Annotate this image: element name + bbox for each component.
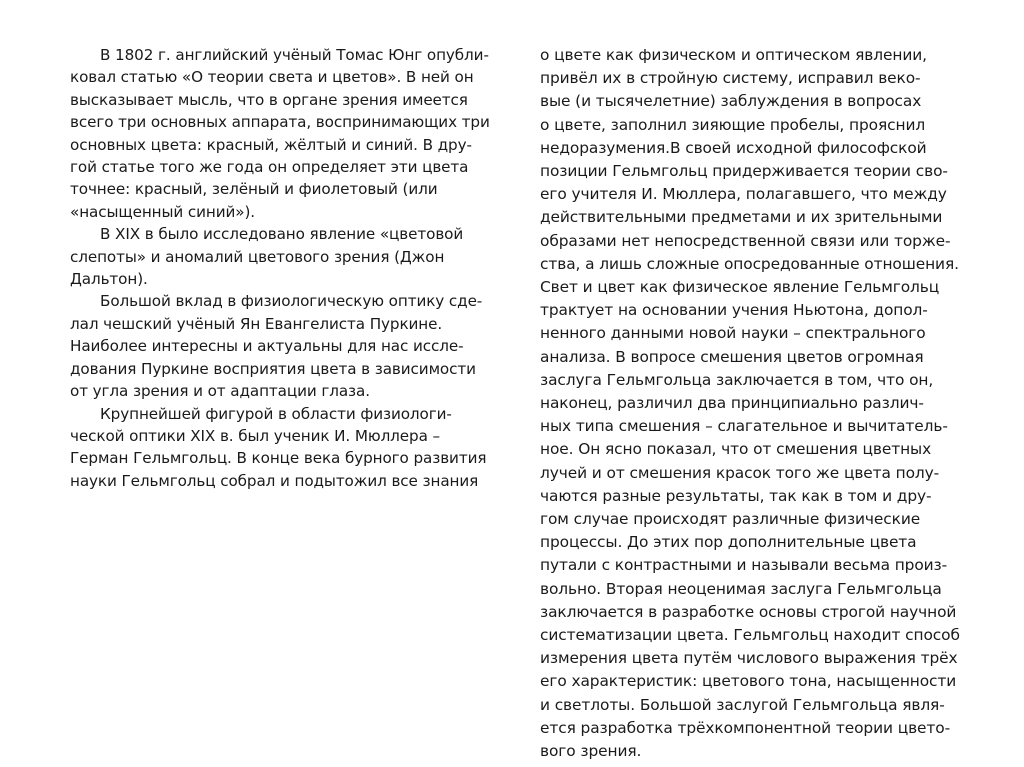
text-line: позиции Гельмгольц придерживается теории сво- xyxy=(540,162,948,181)
text-line: ства, а лишь сложные опосредованные отношения. xyxy=(540,254,959,273)
text-line: вые (и тысячелетние) заблуждения в вопросах xyxy=(540,92,922,111)
text-line: о цвете, заполнил зияющие пробелы, прояснил xyxy=(540,115,926,134)
right-text-column xyxy=(540,44,970,763)
text-line: ковал статью «О теории света и цветов». В ней он xyxy=(70,68,474,87)
text-line: путали с контрастными и называли весьма произ- xyxy=(540,556,948,575)
text-line: анализа. В вопросе смешения цветов огромная xyxy=(540,347,924,366)
text-line: всего три основных аппарата, воспринимающих три xyxy=(70,113,490,132)
text-line: заключается в разработке основы строгой научной xyxy=(540,602,957,621)
text-line: Герман Гельмгольц. В конце века бурного развития xyxy=(70,449,487,468)
text-line: привёл их в стройную систему, исправил веко- xyxy=(540,69,921,88)
text-line: ется разработка трёхкомпонентной теории цвето- xyxy=(540,718,951,737)
text-line: систематизации цвета. Гельмгольц находит способ xyxy=(540,626,960,645)
text-line: действительными предметами и их зрительными xyxy=(540,208,943,227)
text-line: его характеристик: цветового тона, насыщенности xyxy=(540,672,957,691)
text-line: заслуга Гельмгольца заключается в том, что он, xyxy=(540,370,934,389)
text-line: его учителя И. Мюллера, полагавшего, что между xyxy=(540,185,947,204)
text-line: и светлоты. Большой заслугой Гельмгольца явля- xyxy=(540,695,945,714)
text-line: ное. Он ясно показал, что от смешения цветных xyxy=(540,440,932,459)
text-line: основных цвета: красный, жёлтый и синий. В дру- xyxy=(70,135,472,154)
text-line: от угла зрения и от адаптации глаза. xyxy=(70,382,370,401)
text-line: В 1802 г. английский учёный Томас Юнг опубли- xyxy=(100,46,489,64)
text-line: слепоты» и аномалий цветового зрения (Джон xyxy=(70,247,445,266)
text-line: вольно. Вторая неоценимая заслуга Гельмгольца xyxy=(540,579,942,598)
text-line: измерения цвета путём числового выражения трёх xyxy=(540,649,958,668)
text-line: Дальтон). xyxy=(70,270,148,289)
text-line: Свет и цвет как физическое явление Гельмгольц xyxy=(540,278,940,297)
text-line: Наиболее интересны и актуальны для нас иссле- xyxy=(70,337,464,356)
text-line: гой статье того же года он определяет эти цвета xyxy=(70,158,469,177)
text-line: В XIX в было исследовано явление «цветовой xyxy=(100,225,464,244)
text-line: процессы. До этих пор дополнительные цвета xyxy=(540,533,917,552)
text-line: высказывает мысль, что в органе зрения имеется xyxy=(70,90,468,109)
text-line: дования Пуркине восприятия цвета в зависимости xyxy=(70,359,476,378)
text-line: лал чешский учёный Ян Евангелиста Пуркине. xyxy=(70,314,443,333)
text-line: наконец, различил два принципиально различ- xyxy=(540,394,924,413)
text-line: недоразумения.В своей исходной философской xyxy=(540,138,927,157)
text-line: ненного данными новой науки – спектрального xyxy=(540,324,926,343)
text-line: «насыщенный синий»). xyxy=(70,202,256,221)
text-line: чаются разные результаты, так как в том и дру- xyxy=(540,486,932,505)
text-line: лучей и от смешения красок того же цвета полу- xyxy=(540,463,940,482)
text-line: о цвете как физическом и оптическом явлении, xyxy=(540,46,927,64)
left-text-column xyxy=(70,44,508,492)
text-line: вого зрения. xyxy=(540,742,642,761)
text-line: трактует на основании учения Ньютона, допол- xyxy=(540,301,928,320)
text-line: ных типа смешения – слагательное и вычитатель- xyxy=(540,417,948,436)
text-line: Большой вклад в физиологическую оптику сде- xyxy=(100,292,483,311)
text-line: науки Гельмгольц собрал и подытожил все знания xyxy=(70,471,479,490)
text-line: точнее: красный, зелёный и фиолетовый (или xyxy=(70,180,438,199)
text-line: гом случае происходят различные физические xyxy=(540,510,921,529)
text-line: образами нет непосредственной связи или торже- xyxy=(540,231,951,250)
text-line: ческой оптики XIX в. был ученик И. Мюллера – xyxy=(70,426,440,445)
text-line: Крупнейшей фигурой в области физиологи- xyxy=(100,404,452,423)
